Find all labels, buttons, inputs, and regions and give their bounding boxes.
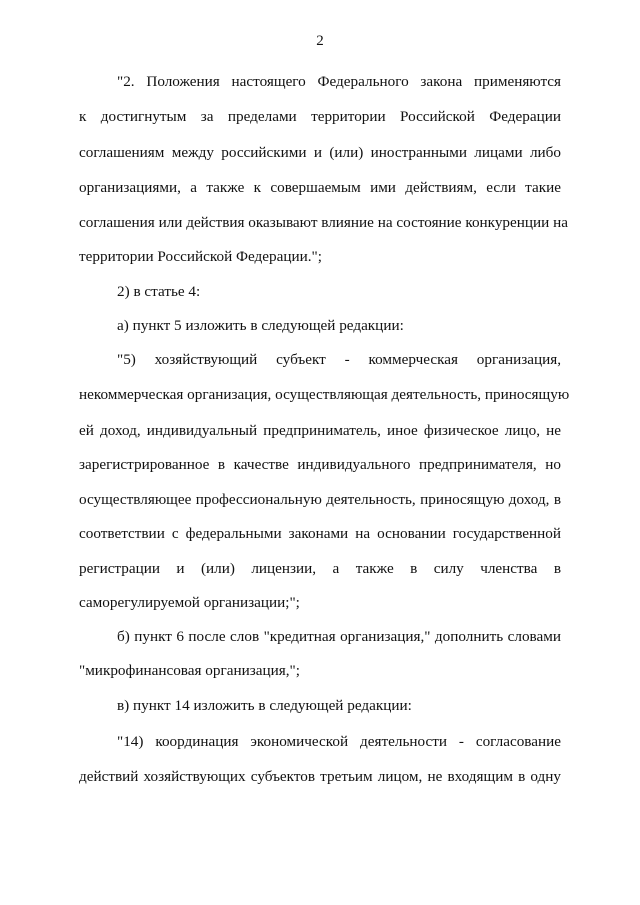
text-line: "микрофинансовая организация,"; [79,662,300,679]
text-line: соглашения или действия оказывают влияние на состояние конкуренции на [79,214,568,231]
text-line: "2. Положения настоящего Федерального закона применяются [117,73,561,90]
text-line: 2) в статье 4: [117,283,201,300]
text-line: ей доход, индивидуальный предприниматель, иное физическое лицо, не [79,422,561,439]
page-number: 2 [316,33,324,49]
text-line: "5) хозяйствующий субъект - коммерческая организация, [117,351,561,368]
text-line: зарегистрированное в качестве индивидуального предпринимателя, но [79,456,561,473]
text-line: в) пункт 14 изложить в следующей редакции: [117,697,412,714]
text-line: саморегулируемой организации;"; [79,594,300,611]
text-line: б) пункт 6 после слов "кредитная организация," дополнить словами [117,628,561,645]
text-line: соглашениям между российскими и (или) иностранными лицами либо [79,144,561,161]
text-line: действий хозяйствующих субъектов третьим лицом, не входящим в одну [79,768,561,785]
text-line: осуществляющее профессиональную деятельность, приносящую доход, в [79,491,561,508]
text-line: а) пункт 5 изложить в следующей редакции: [117,317,404,334]
text-line: регистрации и (или) лицензии, а также в силу членства в [79,560,561,577]
text-line: соответствии с федеральными законами на основании государственной [79,525,561,542]
text-line: "14) координация экономической деятельности - согласование [117,733,561,750]
text-line: территории Российской Федерации."; [79,248,322,265]
text-line: организациями, а также к совершаемым ими действиям, если такие [79,179,561,196]
text-line: к достигнутым за пределами территории Российской Федерации [79,108,561,125]
text-line: некоммерческая организация, осуществляющая деятельность, приносящую [79,386,570,403]
